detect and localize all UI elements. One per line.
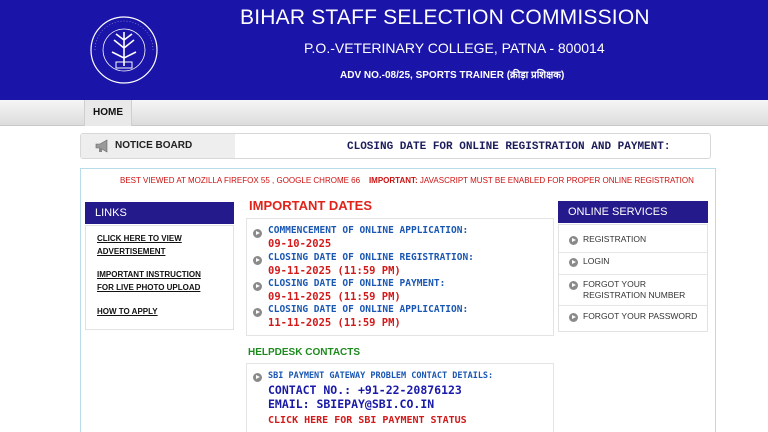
arrow-bullet-icon: [569, 258, 578, 267]
arrow-bullet-icon: [569, 281, 578, 290]
advertisement-number: ADV NO.-08/25, SPORTS TRAINER (क्रीड़ा प्रशिक्षक): [340, 70, 565, 81]
arrow-bullet-icon: [569, 313, 578, 322]
nav-bar: [0, 100, 768, 126]
link-how-to-apply[interactable]: [97, 305, 227, 318]
arrow-bullet-icon: [253, 282, 262, 291]
service-login[interactable]: [559, 255, 707, 275]
important-dates-title: IMPORTANT DATES: [249, 198, 373, 213]
service-label: REGISTRATION: [583, 234, 647, 244]
best-viewed-text: BEST VIEWED AT MOZILLA FIREFOX 55 , GOOGLE CHROME 66: [120, 176, 361, 185]
links-panel: [85, 225, 234, 330]
service-label: FORGOT YOUR PASSWORD: [583, 311, 698, 321]
link-live-photo-instruction[interactable]: [97, 268, 227, 294]
notice-marquee-text[interactable]: CLOSING DATE FOR ONLINE REGISTRATION AND PAYMENT:: [347, 141, 671, 153]
helpdesk-title: HELPDESK CONTACTS: [248, 347, 361, 358]
service-forgot-password[interactable]: [559, 310, 707, 328]
helpdesk-contact-number: CONTACT NO.: +91-22-20876123: [268, 383, 462, 397]
service-label-line: REGISTRATION NUMBER: [583, 290, 686, 300]
commission-title: BIHAR STAFF SELECTION COMMISSION: [240, 6, 650, 29]
date-value: 09-10-2025: [268, 238, 332, 250]
date-label: COMMENCEMENT OF ONLINE APPLICATION:: [268, 225, 469, 236]
date-label: CLOSING DATE OF ONLINE PAYMENT:: [268, 278, 446, 289]
arrow-bullet-icon: [253, 308, 262, 317]
javascript-notice: JAVASCRIPT MUST BE ENABLED FOR PROPER ONLINE REGISTRATION: [417, 176, 694, 185]
notice-board-label-area: [81, 134, 235, 158]
arrow-bullet-icon: [253, 256, 262, 265]
link-line: IMPORTANT INSTRUCTION: [97, 270, 201, 279]
date-value: 09-11-2025 (11:59 PM): [268, 291, 401, 303]
link-view-advertisement[interactable]: [97, 232, 227, 258]
helpdesk-email: EMAIL: SBIEPAY@SBI.CO.IN: [268, 397, 435, 411]
online-services-panel: [558, 224, 708, 332]
nav-home-link[interactable]: HOME: [84, 100, 132, 126]
browser-notice: [120, 176, 694, 185]
notice-board-title: NOTICE BOARD: [115, 140, 193, 151]
notice-board-bar: [80, 133, 711, 159]
service-registration[interactable]: [559, 233, 707, 253]
date-label: CLOSING DATE OF ONLINE REGISTRATION:: [268, 252, 474, 263]
sbi-payment-status-link[interactable]: CLICK HERE FOR SBI PAYMENT STATUS: [268, 415, 467, 426]
important-dates-panel: [246, 218, 554, 336]
date-value: 09-11-2025 (11:59 PM): [268, 265, 401, 277]
service-label: LOGIN: [583, 256, 610, 266]
links-panel-title: LINKS: [85, 202, 234, 224]
arrow-bullet-icon: [569, 236, 578, 245]
helpdesk-panel: [246, 363, 554, 432]
commission-address: P.O.-VETERINARY COLLEGE, PATNA - 800014: [304, 40, 605, 56]
helpdesk-subtitle: SBI PAYMENT GATEWAY PROBLEM CONTACT DETAILS:: [268, 371, 494, 381]
link-line: CLICK HERE TO VIEW: [97, 234, 182, 243]
arrow-bullet-icon: [253, 373, 262, 382]
megaphone-icon: [95, 139, 111, 153]
link-line: HOW TO APPLY: [97, 307, 158, 316]
online-services-title: ONLINE SERVICES: [558, 201, 708, 223]
important-label: IMPORTANT:: [368, 176, 418, 185]
service-label-line: FORGOT YOUR: [583, 279, 646, 289]
link-line: FOR LIVE PHOTO UPLOAD: [97, 283, 201, 292]
main-content: [80, 168, 716, 432]
date-value: 11-11-2025 (11:59 PM): [268, 317, 401, 329]
site-header: [0, 0, 768, 100]
service-forgot-registration-number[interactable]: [559, 278, 707, 306]
commission-emblem-logo: [78, 10, 170, 90]
link-line: ADVERTISEMENT: [97, 247, 166, 256]
service-label: [583, 279, 705, 301]
arrow-bullet-icon: [253, 229, 262, 238]
date-label: CLOSING DATE OF ONLINE APPLICATION:: [268, 304, 469, 315]
